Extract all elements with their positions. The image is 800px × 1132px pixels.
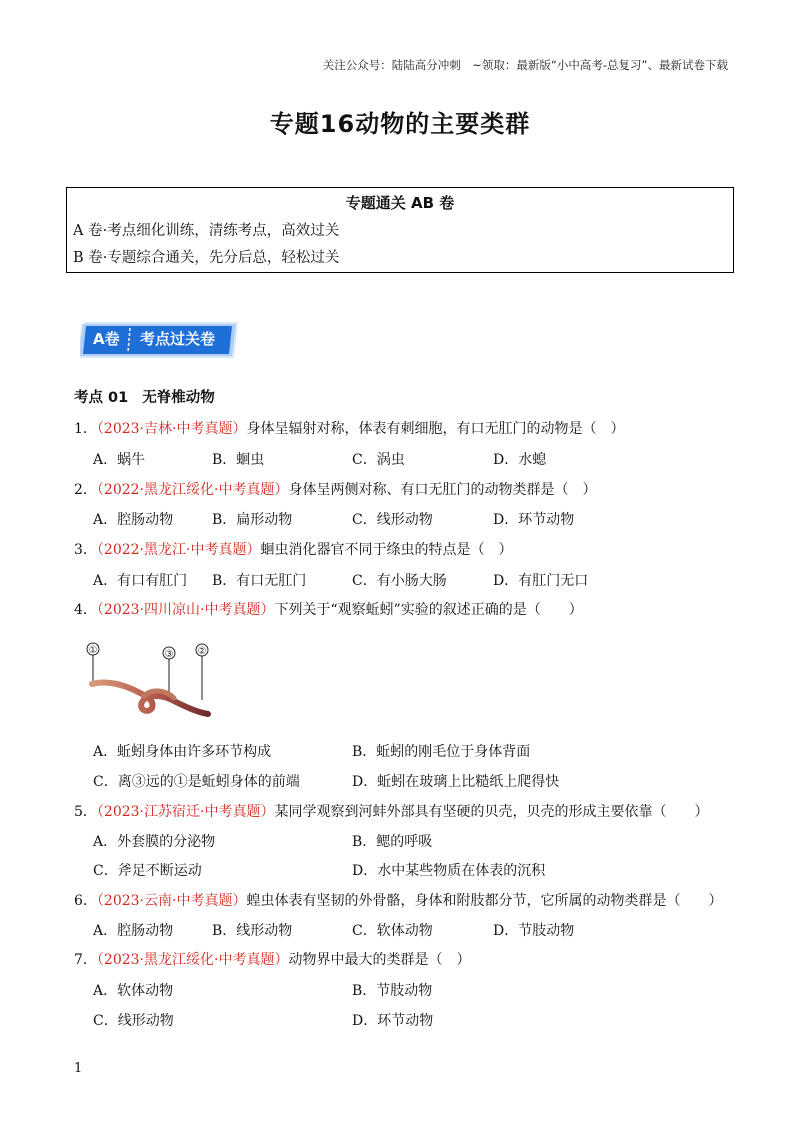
option-d: D．蚯蚓在玻璃上比糙纸上爬得快 (352, 774, 560, 790)
question-source: （2022·黑龙江绥化·中考真题） (96, 482, 289, 498)
question-stem: 身体呈辐射对称，体表有刺细胞，有口无肛门的动物是（ ） (246, 421, 625, 437)
option-c: C．涡虫 (352, 452, 405, 468)
question-number: 6． (74, 893, 97, 909)
banner-part2: 考点过关卷 (140, 330, 216, 348)
question-stem: 身体呈两侧对称、有口无肛门的动物类群是（ ） (288, 482, 597, 498)
question-6 (74, 890, 722, 910)
page-number: 1 (74, 1061, 83, 1076)
option-b: B．有口无肛门 (212, 573, 307, 589)
question-source: （2023·江苏宿迁·中考真题） (96, 804, 275, 820)
earthworm-figure (84, 640, 224, 724)
option-a: A．外套膜的分泌物 (93, 834, 216, 850)
page-title: 专题16动物的主要类群 (269, 110, 531, 138)
option-c: C．软体动物 (352, 923, 433, 939)
header-note: 关注公众号：陆陆高分冲刺 ~领取：最新版“小中高考-总复习”、最新试卷下载 (322, 58, 728, 72)
question-number: 3． (74, 542, 97, 558)
question-source: （2022·黑龙江·中考真题） (96, 542, 261, 558)
question-number: 1． (74, 421, 97, 437)
question-4 (74, 599, 583, 619)
question-3 (74, 539, 512, 559)
option-b: B．线形动物 (212, 923, 293, 939)
question-source: （2023·黑龙江绥化·中考真题） (96, 952, 289, 968)
option-a: A．软体动物 (93, 983, 174, 999)
kaodian-number: 考点 01 (74, 390, 129, 406)
kaodian-name: 无脊椎动物 (142, 390, 215, 406)
figure-label-1: ① (88, 645, 98, 656)
question-1 (74, 418, 624, 438)
ab-box-line-b: B 卷·专题综合通关，先分后总，轻松过关 (73, 250, 340, 266)
option-b: B．蛔虫 (212, 452, 265, 468)
option-b: B．扁形动物 (212, 512, 293, 528)
question-number: 7． (74, 952, 97, 968)
question-7 (74, 949, 470, 969)
question-number: 5． (74, 804, 97, 820)
option-c: C．线形动物 (352, 512, 433, 528)
option-b: B．鳃的呼吸 (352, 834, 433, 850)
section-banner (80, 320, 238, 358)
question-source: （2023·吉林·中考真题） (96, 421, 247, 437)
banner-part1: A卷 (93, 330, 120, 348)
question-stem: 某同学观察到河蚌外部具有坚硬的贝壳，贝壳的形成主要依靠（ ） (274, 804, 709, 820)
option-d: D．节肢动物 (493, 923, 575, 939)
option-a: A．蜗牛 (93, 452, 146, 468)
kaodian-heading (74, 386, 215, 407)
option-a: A．腔肠动物 (93, 923, 174, 939)
question-2 (74, 479, 596, 499)
option-d: D．有肛门无口 (493, 573, 589, 589)
question-5 (74, 801, 708, 821)
option-a: A．蚯蚓身体由许多环节构成 (93, 744, 272, 760)
option-b: B．节肢动物 (352, 983, 433, 999)
option-c: C．斧足不断运动 (93, 863, 202, 879)
question-stem: 动物界中最大的类群是（ ） (288, 952, 471, 968)
option-b: B．蚯蚓的刚毛位于身体背面 (352, 744, 531, 760)
option-d: D．环节动物 (493, 512, 575, 528)
option-c: C．离③远的①是蚯蚓身体的前端 (93, 774, 300, 790)
question-stem: 下列关于“观察蚯蚓”实验的叙述正确的是（ ） (274, 602, 583, 618)
figure-label-3: ③ (164, 649, 174, 660)
option-d: D．水螅 (493, 452, 547, 468)
question-stem: 蝗虫体表有坚韧的外骨骼，身体和附肢都分节，它所属的动物类群是（ ） (246, 893, 723, 909)
ab-info-box (66, 187, 734, 273)
question-stem: 蛔虫消化器官不同于绦虫的特点是（ ） (260, 542, 513, 558)
option-d: D．环节动物 (352, 1013, 434, 1029)
ab-box-line-a: A 卷·考点细化训练，清练考点，高效过关 (73, 223, 340, 239)
earthworm-image (84, 640, 224, 724)
question-number: 4． (74, 602, 97, 618)
question-number: 2． (74, 482, 97, 498)
option-a: A．有口有肛门 (93, 573, 188, 589)
question-source: （2023·云南·中考真题） (96, 893, 247, 909)
figure-label-2: ② (197, 646, 207, 657)
option-c: C．有小肠大肠 (352, 573, 447, 589)
option-c: C．线形动物 (93, 1013, 174, 1029)
option-a: A．腔肠动物 (93, 512, 174, 528)
option-d: D．水中某些物质在体表的沉积 (352, 863, 546, 879)
ab-box-title: 专题通关 AB 卷 (345, 194, 455, 212)
question-source: （2023·四川凉山·中考真题） (96, 602, 275, 618)
